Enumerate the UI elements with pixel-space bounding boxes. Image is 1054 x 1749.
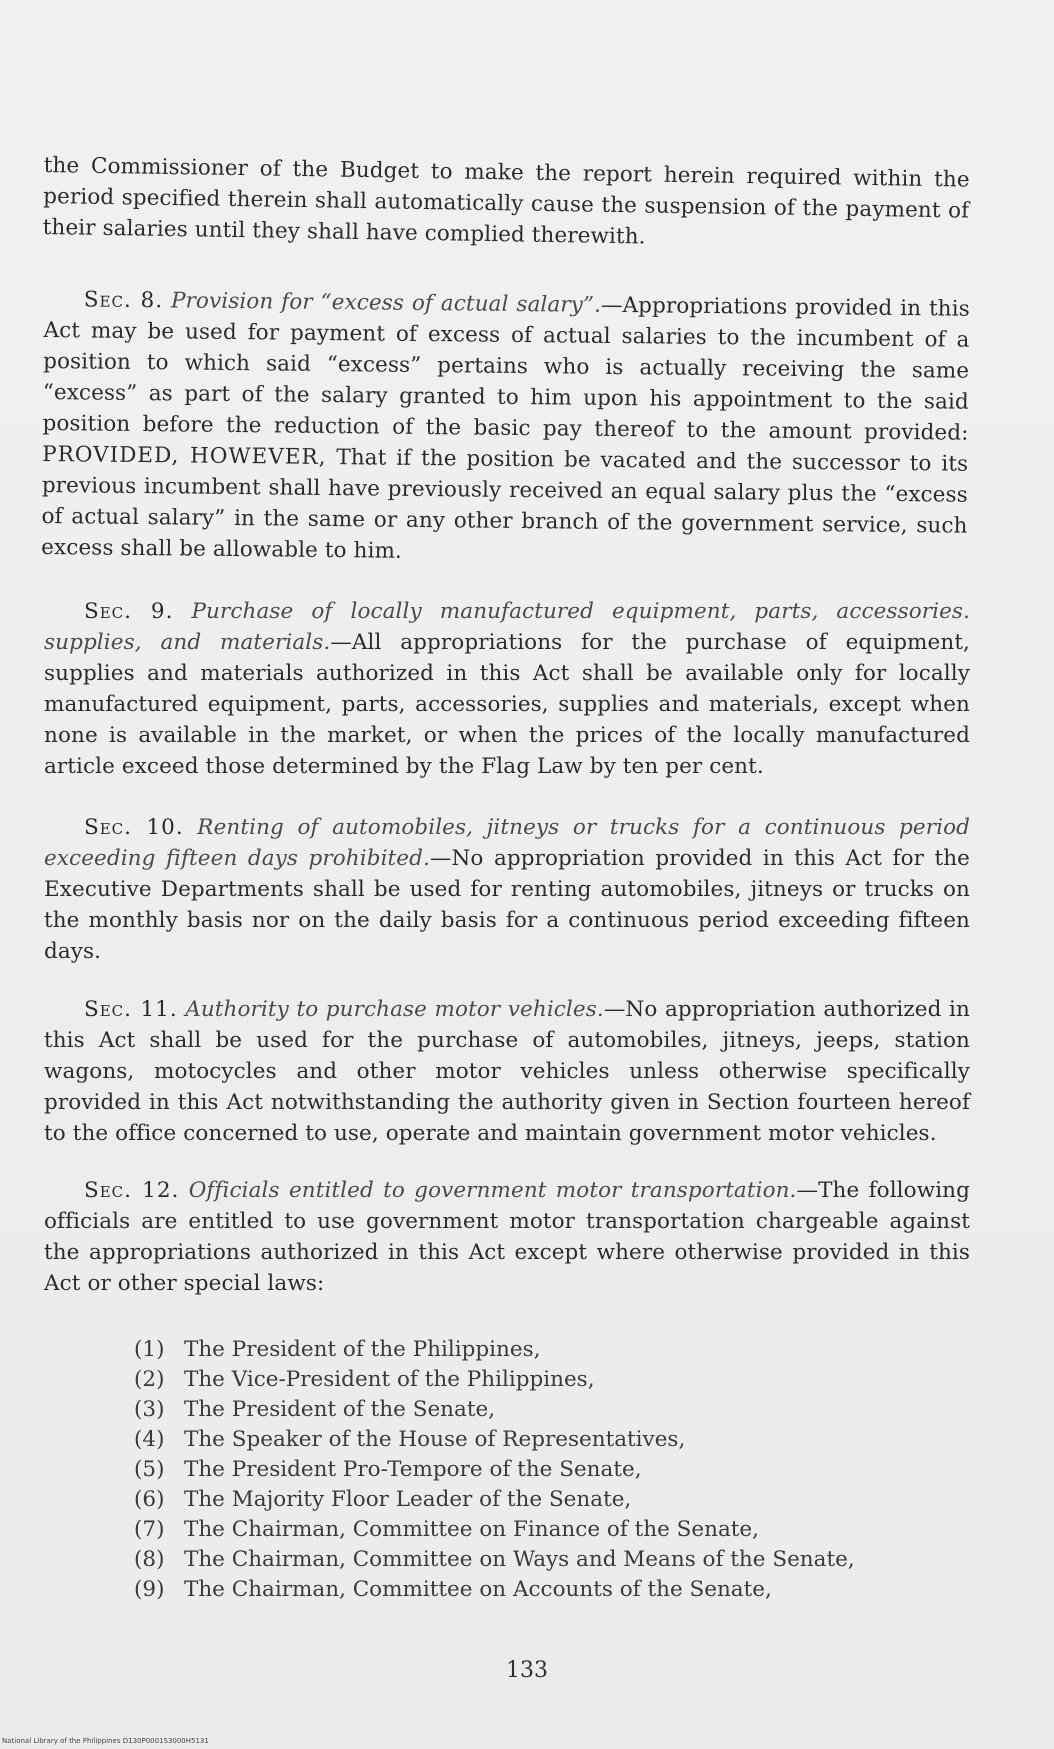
- list-item-text: The Chairman, Committee on Finance of the Senate,: [184, 1517, 759, 1542]
- list-item-text: The Chairman, Committee on Ways and Means of the Senate,: [184, 1547, 855, 1572]
- section-9: [44, 596, 970, 782]
- section-body: —No appropriation provided in this Act for the Executive Departments shall be used for renting automobiles, jitneys or trucks on the monthly basis nor on the daily basis for a continuous period exceeding fifteen days.: [44, 846, 970, 964]
- list-item: [134, 1575, 954, 1605]
- list-item: [134, 1395, 954, 1425]
- list-item-text: The President of the Philippines,: [184, 1337, 541, 1362]
- list-item-number: (7): [134, 1517, 165, 1542]
- section-number: Sec. 12.: [84, 1178, 180, 1203]
- list-item: [134, 1335, 954, 1365]
- section-number: Sec. 11.: [84, 997, 178, 1022]
- list-item-number: (4): [134, 1427, 165, 1452]
- section-number: Sec. 8.: [83, 287, 164, 314]
- list-item-text: The Speaker of the House of Representatives,: [184, 1427, 686, 1452]
- intro-paragraph: [43, 150, 970, 258]
- section-title: Officials entitled to government motor transportation.: [188, 1178, 797, 1203]
- list-item-text: The President of the Senate,: [184, 1397, 496, 1422]
- proviso-caps: PROVIDED, HOWEVER,: [42, 441, 327, 470]
- section-body: —All appropriations for the purchase of equipment, supplies and materials authorized in this Act shall be available only for locally manufactured equipment, parts, accessories, supplies and materials, except when none is available in the market, or when the prices of the locally manufactured article exceed those determined by the Flag Law by ten per cent.: [44, 630, 970, 779]
- list-item: [134, 1545, 954, 1575]
- list-item-text: The Majority Floor Leader of the Senate,: [184, 1487, 632, 1512]
- list-item: [134, 1455, 954, 1485]
- section-title: Purchase of locally manufactured equipment, parts, accessories. supplies, and materials.: [44, 599, 970, 655]
- list-item-number: (6): [134, 1487, 165, 1512]
- list-item-number: (9): [134, 1577, 165, 1602]
- list-item-text: The President Pro-Tempore of the Senate,: [184, 1457, 642, 1482]
- list-item: [134, 1425, 954, 1455]
- section-number: Sec. 9.: [84, 599, 174, 624]
- officials-list: [134, 1335, 954, 1605]
- intro-text: the Commissioner of the Budget to make the report herein required within the period specified therein shall automatically cause the suspension of the payment of their salaries until they shall have complied therewith.: [42, 152, 970, 250]
- list-item-number: (1): [134, 1337, 165, 1362]
- list-item-number: (2): [134, 1367, 165, 1392]
- list-item-text: The Chairman, Committee on Accounts of the Senate,: [184, 1577, 772, 1602]
- section-title: Renting of automobiles, jitneys or trucks for a continuous period exceeding fifteen days prohibited.: [44, 815, 970, 871]
- section-number: Sec. 10.: [84, 815, 184, 840]
- list-item-number: (3): [134, 1397, 165, 1422]
- section-10: [44, 812, 970, 967]
- list-item-text: The Vice-President of the Philippines,: [184, 1367, 595, 1392]
- section-title: Provision for “excess of actual salary”.: [170, 288, 602, 318]
- section-body: —Appropriations provided in this Act may be used for payment of excess of actual salaries to the incumbent of a position to which said “excess” pertains who is actually receiving the same “excess” as part of the salary granted to him upon his appointment to the said position before the reduction of the basic pay thereof to the amount provided:: [42, 292, 970, 446]
- section-8: [41, 284, 970, 573]
- section-title: Authority to purchase motor vehicles.: [185, 997, 604, 1022]
- list-item-number: (8): [134, 1547, 165, 1572]
- list-item: [134, 1515, 954, 1545]
- section-11: [44, 994, 970, 1149]
- section-body: —No appropriation authorized in this Act shall be used for the purchase of automobiles, jitneys, jeeps, station wagons, motocycles and other motor vehicles unless otherwise specifically provided in this Act notwithstanding the authority given in Section fourteen hereof to the office concerned to use, operate and maintain government motor vehicles.: [44, 997, 970, 1146]
- list-item-number: (5): [134, 1457, 165, 1482]
- list-item: [134, 1365, 954, 1395]
- section-body: —The following officials are entitled to use government motor transportation chargeable against the appropriations authorized in this Act except where otherwise provided in this Act or other special laws:: [44, 1178, 970, 1296]
- list-item: [134, 1485, 954, 1515]
- section-body-continued: That if the position be vacated and the successor to its previous incumbent shall have previously received an equal salary plus the “excess of actual salary” in the same or any other branch of the government service, such excess shall be allowable to him.: [41, 444, 969, 564]
- footer-credit: National Library of the Philippines D130P0001S3000H5131: [2, 1737, 209, 1745]
- page-number: 133: [506, 1658, 548, 1683]
- section-12: [44, 1175, 970, 1299]
